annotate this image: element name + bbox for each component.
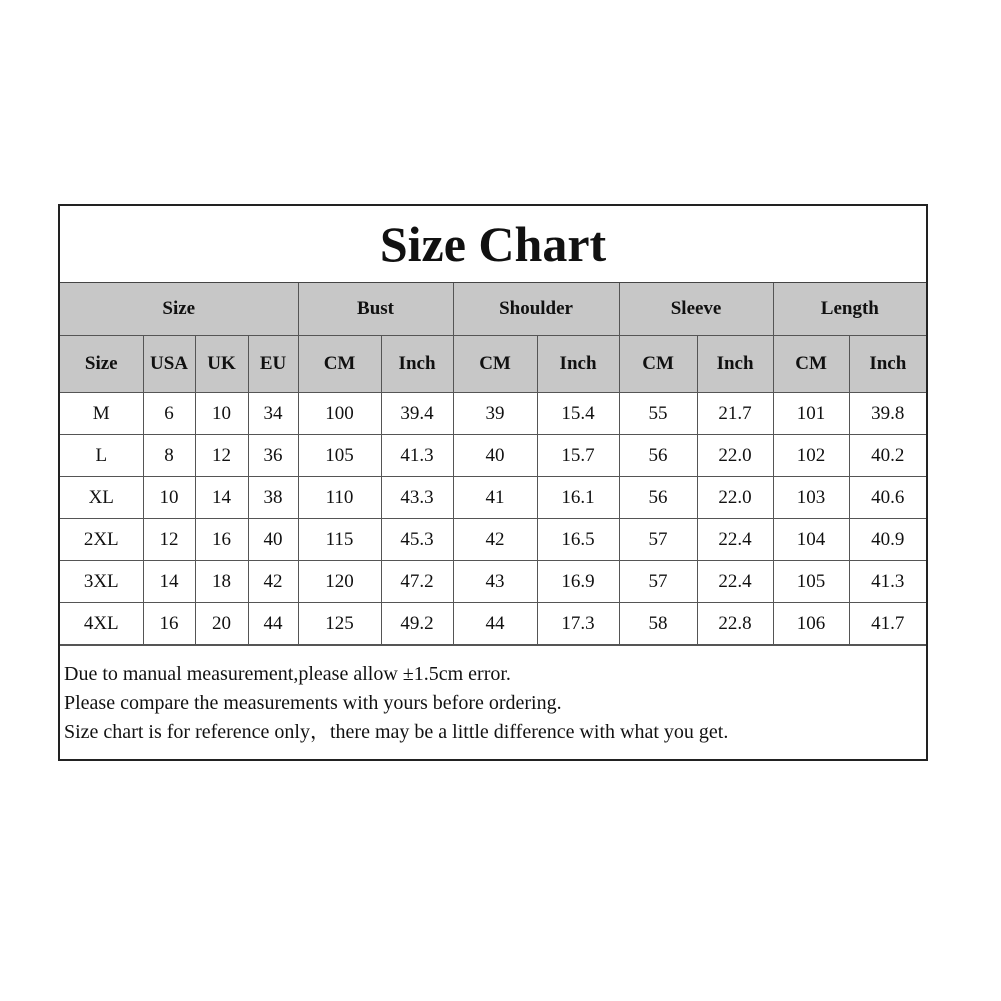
cell-shoulder-inch: 16.1	[537, 477, 619, 519]
cell-eu: 40	[248, 519, 298, 561]
cell-bust-cm: 110	[298, 477, 381, 519]
cell-length-inch: 40.6	[849, 477, 926, 519]
cell-sleeve-inch: 22.0	[697, 477, 773, 519]
cell-bust-cm: 120	[298, 561, 381, 603]
cell-sleeve-cm: 58	[619, 603, 697, 645]
cell-length-inch: 41.3	[849, 561, 926, 603]
cell-bust-cm: 115	[298, 519, 381, 561]
sub-header-eu: EU	[248, 336, 298, 393]
cell-shoulder-cm: 41	[453, 477, 537, 519]
cell-length-inch: 39.8	[849, 393, 926, 435]
cell-usa: 10	[143, 477, 195, 519]
cell-size: XL	[60, 477, 143, 519]
cell-length-inch: 40.2	[849, 435, 926, 477]
cell-eu: 42	[248, 561, 298, 603]
size-chart	[58, 204, 928, 761]
cell-bust-inch: 43.3	[381, 477, 453, 519]
cell-usa: 16	[143, 603, 195, 645]
cell-shoulder-inch: 16.5	[537, 519, 619, 561]
cell-eu: 36	[248, 435, 298, 477]
cell-shoulder-cm: 44	[453, 603, 537, 645]
note-line: Please compare the measurements with yours before ordering.	[64, 692, 562, 714]
cell-uk: 12	[195, 435, 248, 477]
group-header-length: Length	[773, 283, 926, 336]
group-header-shoulder: Shoulder	[453, 283, 619, 336]
cell-sleeve-inch: 22.8	[697, 603, 773, 645]
table-row	[60, 603, 926, 645]
cell-sleeve-inch: 22.0	[697, 435, 773, 477]
cell-size: 2XL	[60, 519, 143, 561]
cell-sleeve-cm: 57	[619, 561, 697, 603]
cell-shoulder-cm: 40	[453, 435, 537, 477]
group-header-bust: Bust	[298, 283, 453, 336]
cell-shoulder-cm: 42	[453, 519, 537, 561]
cell-shoulder-inch: 17.3	[537, 603, 619, 645]
cell-length-inch: 40.9	[849, 519, 926, 561]
cell-sleeve-cm: 57	[619, 519, 697, 561]
cell-sleeve-inch: 22.4	[697, 519, 773, 561]
table-row	[60, 477, 926, 519]
group-header-size: Size	[60, 283, 298, 336]
cell-sleeve-cm: 56	[619, 477, 697, 519]
cell-bust-inch: 45.3	[381, 519, 453, 561]
table-row	[60, 393, 926, 435]
cell-eu: 38	[248, 477, 298, 519]
chart-title: Size Chart	[60, 206, 926, 283]
cell-usa: 12	[143, 519, 195, 561]
cell-eu: 34	[248, 393, 298, 435]
sub-header-length-cm: CM	[773, 336, 849, 393]
cell-length-cm: 105	[773, 561, 849, 603]
note-line: Size chart is for reference only，there may be a little difference with what you get.	[64, 721, 729, 743]
cell-uk: 20	[195, 603, 248, 645]
cell-length-cm: 104	[773, 519, 849, 561]
sub-header-bust-inch: Inch	[381, 336, 453, 393]
cell-uk: 18	[195, 561, 248, 603]
group-header-row	[60, 283, 926, 336]
cell-sleeve-cm: 55	[619, 393, 697, 435]
sub-header-length-inch: Inch	[849, 336, 926, 393]
cell-bust-inch: 41.3	[381, 435, 453, 477]
cell-length-cm: 102	[773, 435, 849, 477]
cell-shoulder-inch: 15.4	[537, 393, 619, 435]
cell-bust-inch: 49.2	[381, 603, 453, 645]
cell-bust-cm: 125	[298, 603, 381, 645]
sub-header-uk: UK	[195, 336, 248, 393]
cell-length-cm: 103	[773, 477, 849, 519]
cell-length-inch: 41.7	[849, 603, 926, 645]
cell-bust-cm: 100	[298, 393, 381, 435]
cell-length-cm: 101	[773, 393, 849, 435]
cell-shoulder-cm: 43	[453, 561, 537, 603]
cell-usa: 6	[143, 393, 195, 435]
cell-size: 3XL	[60, 561, 143, 603]
cell-shoulder-inch: 16.9	[537, 561, 619, 603]
group-header-sleeve: Sleeve	[619, 283, 773, 336]
cell-bust-inch: 39.4	[381, 393, 453, 435]
cell-size: M	[60, 393, 143, 435]
cell-sleeve-inch: 21.7	[697, 393, 773, 435]
sub-header-sleeve-inch: Inch	[697, 336, 773, 393]
cell-eu: 44	[248, 603, 298, 645]
notes-section	[60, 645, 926, 759]
sub-header-sleeve-cm: CM	[619, 336, 697, 393]
cell-uk: 14	[195, 477, 248, 519]
cell-sleeve-inch: 22.4	[697, 561, 773, 603]
cell-size: L	[60, 435, 143, 477]
size-table	[60, 283, 926, 645]
table-row	[60, 519, 926, 561]
sub-header-bust-cm: CM	[298, 336, 381, 393]
cell-uk: 10	[195, 393, 248, 435]
cell-usa: 14	[143, 561, 195, 603]
note-line: Due to manual measurement,please allow ±1.5cm error.	[64, 663, 511, 685]
cell-shoulder-cm: 39	[453, 393, 537, 435]
sub-header-size: Size	[60, 336, 143, 393]
cell-usa: 8	[143, 435, 195, 477]
cell-bust-cm: 105	[298, 435, 381, 477]
cell-sleeve-cm: 56	[619, 435, 697, 477]
sub-header-shoulder-cm: CM	[453, 336, 537, 393]
table-row	[60, 561, 926, 603]
cell-bust-inch: 47.2	[381, 561, 453, 603]
table-row	[60, 435, 926, 477]
cell-uk: 16	[195, 519, 248, 561]
sub-header-usa: USA	[143, 336, 195, 393]
cell-length-cm: 106	[773, 603, 849, 645]
sub-header-shoulder-inch: Inch	[537, 336, 619, 393]
sub-header-row	[60, 336, 926, 393]
cell-size: 4XL	[60, 603, 143, 645]
cell-shoulder-inch: 15.7	[537, 435, 619, 477]
